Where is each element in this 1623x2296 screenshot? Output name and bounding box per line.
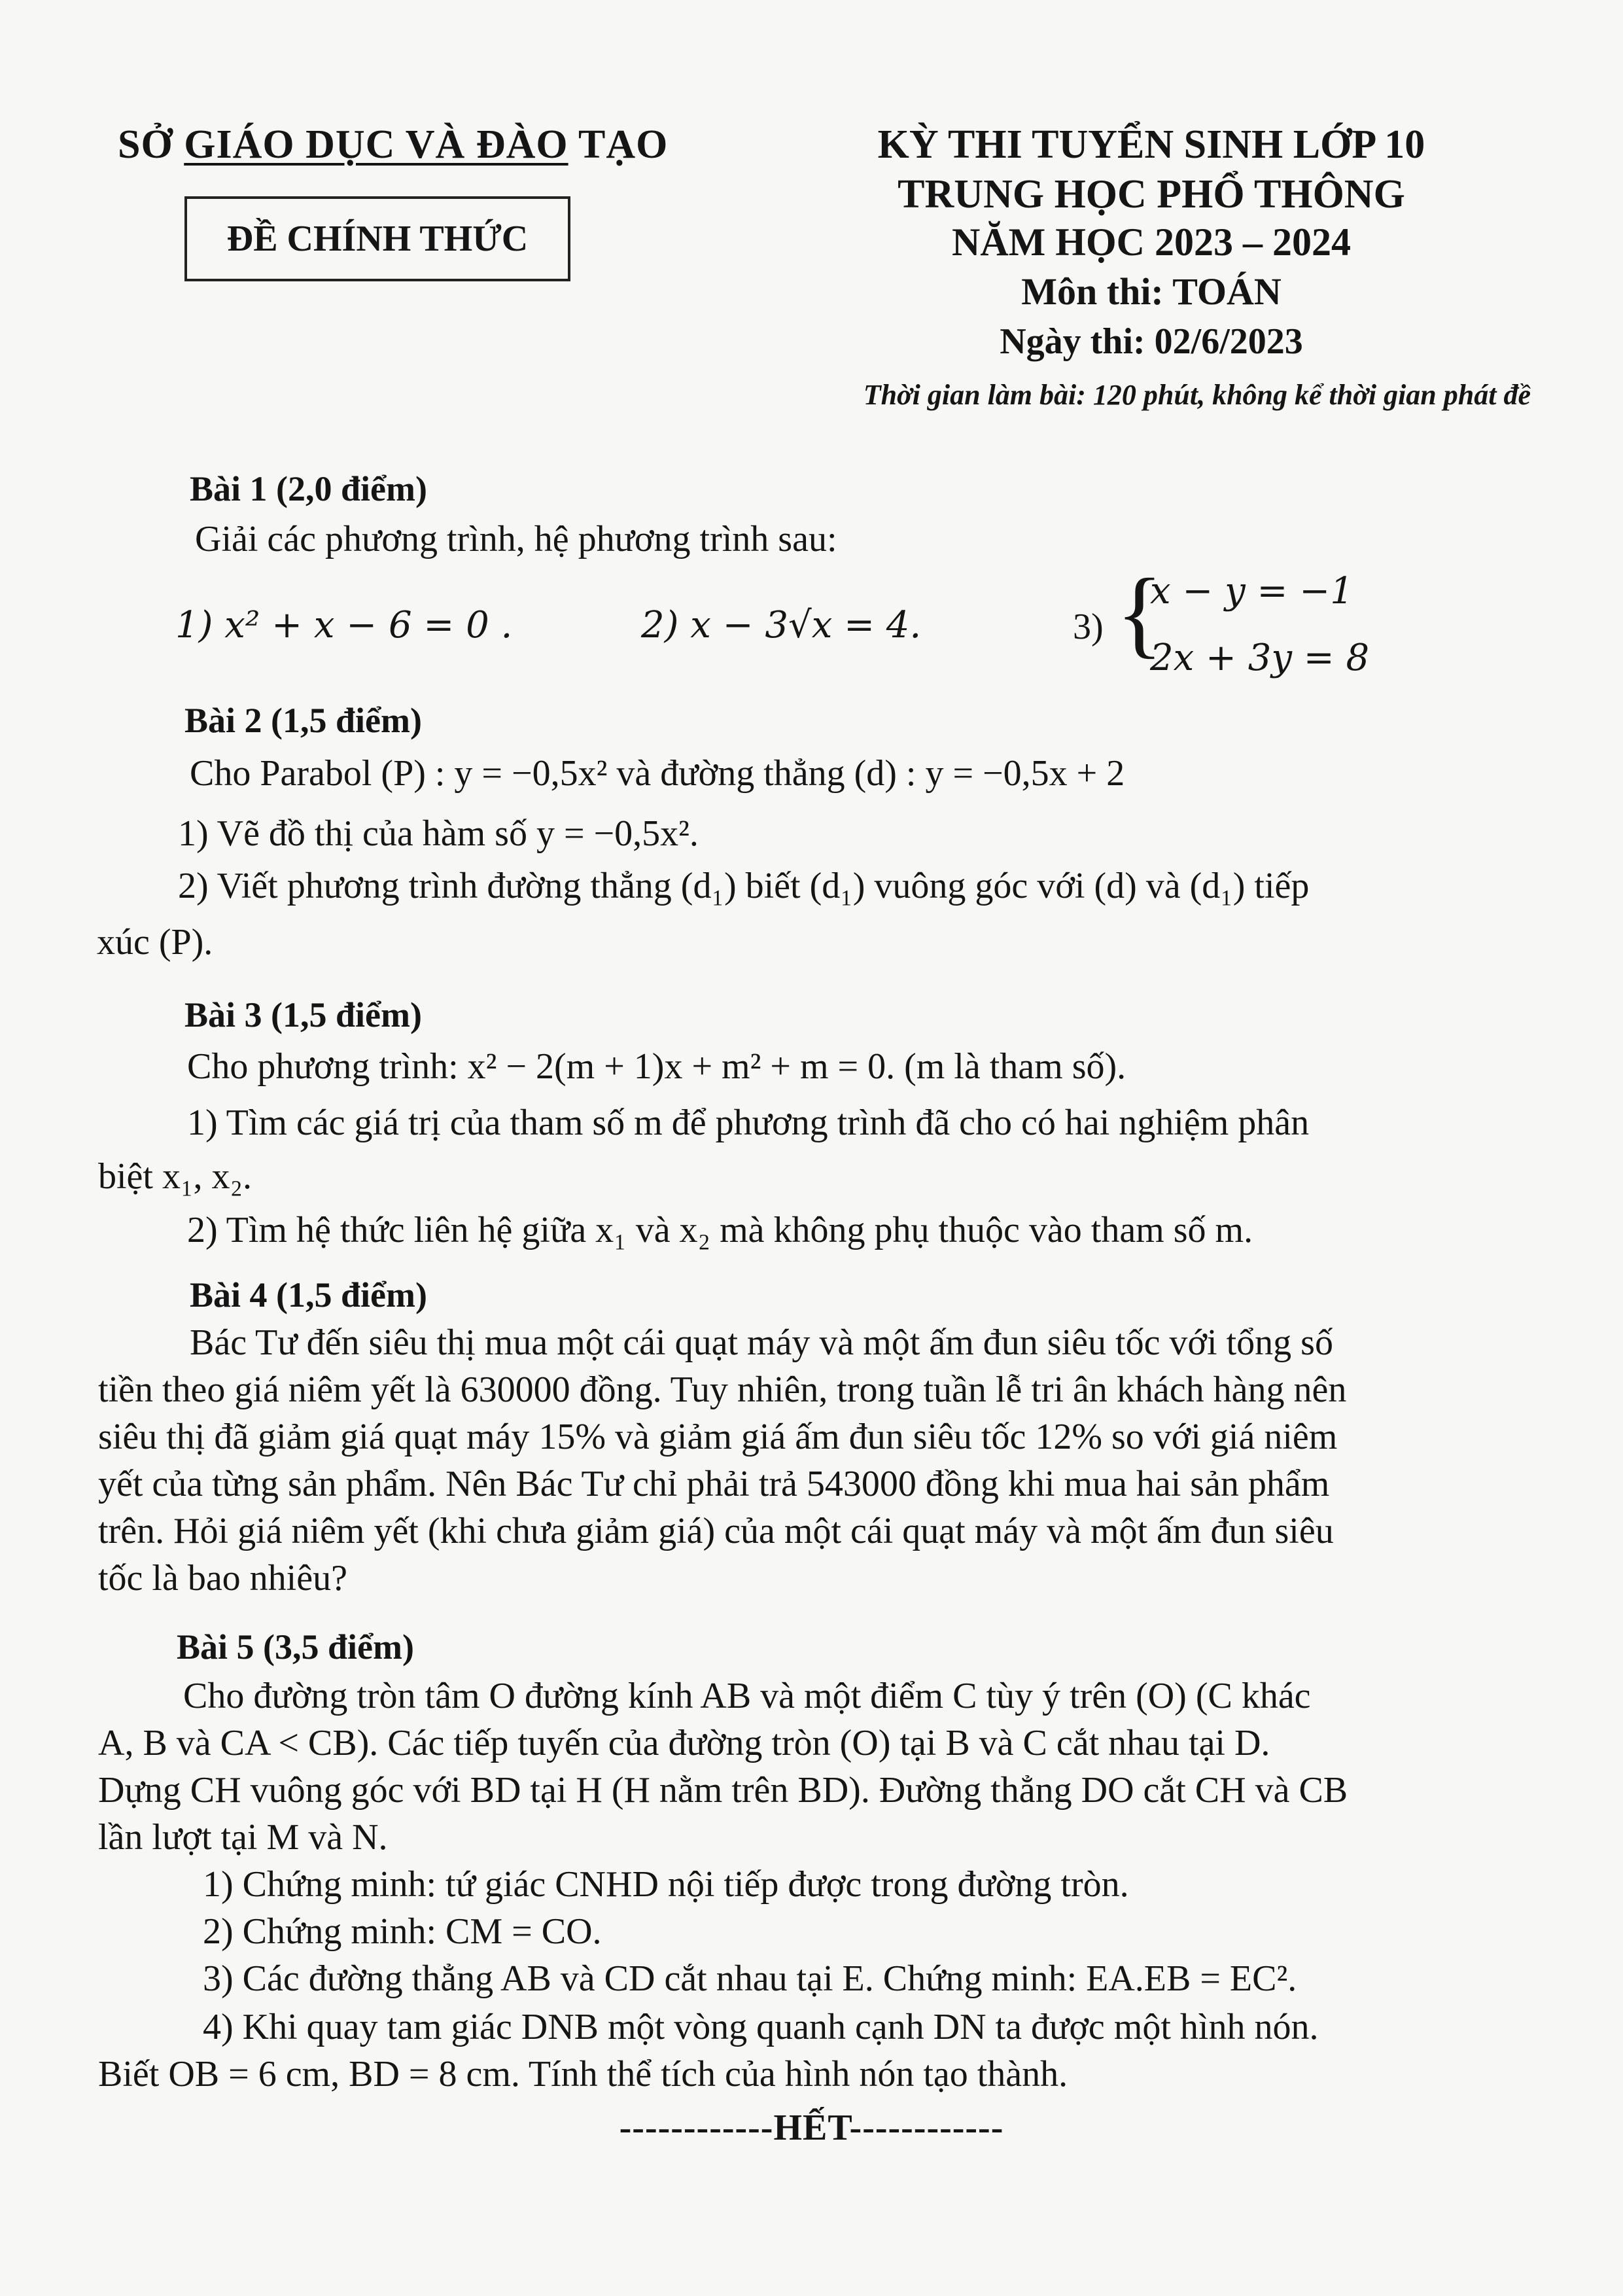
bai3-title: Bài 3 (1,5 điểm) [184,995,422,1034]
department-name [118,122,668,168]
bai5-title: Bài 5 (3,5 điểm) [177,1627,414,1667]
bai5-line2: A, B và CA < CB). Các tiếp tuyến của đường tròn (O) tại B và C cắt nhau tại D. [98,1723,1270,1763]
bai4-line1: Bác Tư đến siêu thị mua một cái quạt máy và một ấm đun siêu tốc với tổng số [190,1322,1333,1363]
exam-title-2: TRUNG HỌC PHỔ THÔNG [898,172,1405,217]
bai1-eq2: 2) x − 3√x = 4. [641,604,922,646]
bai1-intro: Giải các phương trình, hệ phương trình sau: [195,519,837,559]
bai3-q1-line2: biệt x₁, x₂. [98,1156,253,1197]
bai4-title: Bài 4 (1,5 điểm) [190,1275,427,1315]
school-year: NĂM HỌC 2023 – 2024 [952,221,1351,264]
exam-title-1: KỲ THI TUYỂN SINH LỚP 10 [877,122,1425,167]
bai5-q4-line1: 4) Khi quay tam giác DNB một vòng quanh cạnh DN ta được một hình nón. [203,2007,1319,2047]
bai5-line4: lần lượt tại M và N. [98,1817,388,1858]
duration: Thời gian làm bài: 120 phút, không kể thời gian phát đề [863,379,1531,411]
bai4-line6: tốc là bao nhiêu? [98,1558,347,1598]
bai5-line1: Cho đường tròn tâm O đường kính AB và một điểm C tùy ý trên (O) (C khác [183,1676,1311,1716]
bai3-intro: Cho phương trình: x² − 2(m + 1)x + m² + m = 0. (m là tham số). [187,1046,1126,1087]
bai2-title: Bài 2 (1,5 điểm) [184,701,422,740]
exam-date: Ngày thi: 02/6/2023 [1000,321,1303,362]
bai1-eq1: 1) x² + x − 6 = 0 . [175,604,513,646]
department-prefix: SỞ [118,122,184,167]
bai5-line3: Dựng CH vuông góc với BD tại H (H nằm trên BD). Đường thẳng DO cắt CH và CB [98,1770,1348,1810]
bai1-eq3-line1: x − y = −1 [1150,570,1353,612]
end-marker: ------------HẾT------------ [619,2108,1004,2148]
bai4-line2: tiền theo giá niêm yết là 630000 đồng. Tuy nhiên, trong tuần lễ tri ân khách hàng nên [98,1369,1347,1410]
bai1-eq3-line2: 2x + 3y = 8 [1150,637,1370,679]
bai5-q4-line2: Biết OB = 6 cm, BD = 8 cm. Tính thể tích của hình nón tạo thành. [98,2054,1068,2094]
bai4-line3: siêu thị đã giảm giá quạt máy 15% và giảm giá ấm đun siêu tốc 12% so với giá niêm [98,1417,1338,1457]
official-label: ĐỀ CHÍNH THỨC [226,219,529,259]
bai2-q1: 1) Vẽ đồ thị của hàm số y = −0,5x². [178,813,699,854]
bai2-intro: Cho Parabol (P) : y = −0,5x² và đường thẳng (d) : y = −0,5x + 2 [190,753,1125,794]
bai1-eq3-label: 3) [1073,607,1104,647]
system-brace: { [1116,559,1163,667]
bai4-line4: yết của từng sản phẩm. Nên Bác Tư chỉ phải trả 543000 đồng khi mua hai sản phẩm [98,1464,1330,1504]
bai3-q2: 2) Tìm hệ thức liên hệ giữa x₁ và x₂ mà không phụ thuộc vào tham số m. [187,1210,1253,1250]
bai5-q1: 1) Chứng minh: tứ giác CNHD nội tiếp được trong đường tròn. [203,1864,1129,1905]
bai3-q1-line1: 1) Tìm các giá trị của tham số m để phương trình đã cho có hai nghiệm phân [187,1103,1310,1143]
bai5-q2: 2) Chứng minh: CM = CO. [203,1911,602,1952]
subject: Môn thi: TOÁN [1021,270,1282,313]
official-label-box [184,196,570,281]
bai4-line5: trên. Hỏi giá niêm yết (khi chưa giảm giá) của một cái quạt máy và một ấm đun siêu [98,1511,1334,1551]
bai1-title: Bài 1 (2,0 điểm) [190,469,427,508]
department-underlined: GIÁO DỤC VÀ ĐÀO [184,122,568,167]
bai2-q2-line2: xúc (P). [97,922,213,963]
bai2-q2-line1: 2) Viết phương trình đường thẳng (d₁) biết (d₁) vuông góc với (d) và (d₁) tiếp [178,866,1310,906]
bai5-q3: 3) Các đường thẳng AB và CD cắt nhau tại E. Chứng minh: EA.EB = EC². [203,1958,1297,1999]
department-suffix: TẠO [568,122,669,167]
